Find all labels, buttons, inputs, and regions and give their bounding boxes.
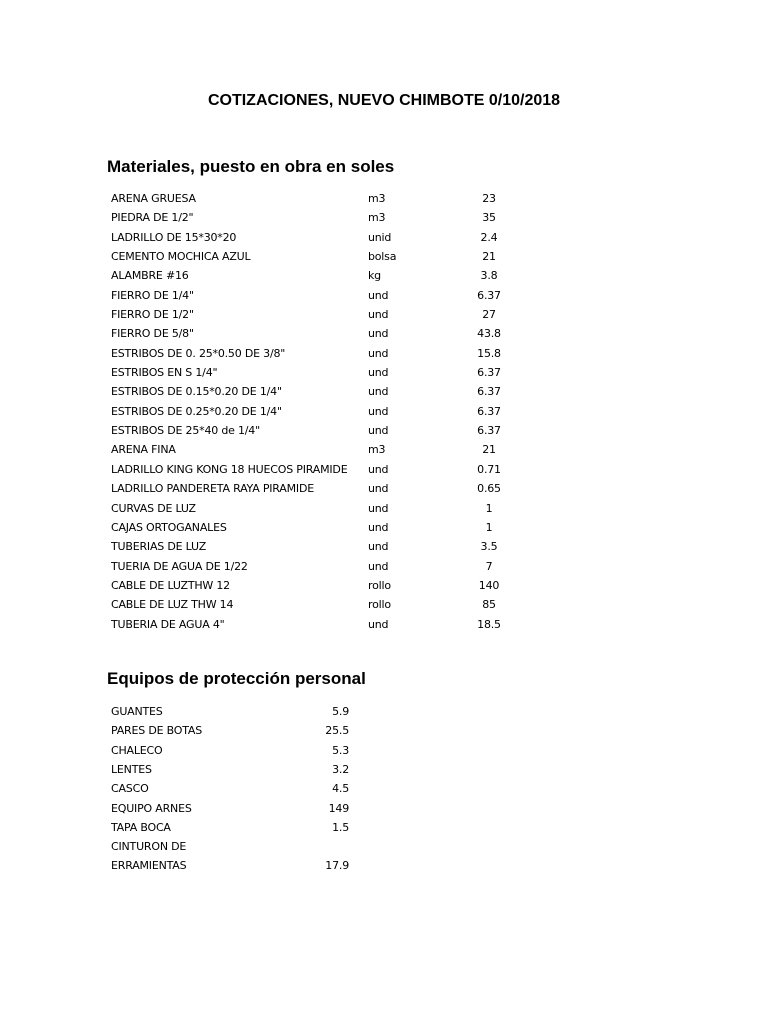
material-name: FIERRO DE 1/4" [111, 288, 194, 302]
material-price: 23 [482, 192, 496, 205]
material-price: 15.8 [477, 346, 501, 360]
material-unit: m3 [368, 443, 386, 457]
material-unit: und [368, 617, 389, 631]
ppe-name: CHALECO [111, 743, 163, 757]
material-price: 21 [482, 443, 496, 457]
material-price: 6.37 [477, 404, 501, 418]
material-name: ESTRIBOS DE 25*40 de 1/4" [111, 424, 260, 438]
material-name: ARENA FINA [111, 443, 176, 457]
material-unit: und [368, 366, 389, 380]
material-name: ESTRIBOS DE 0. 25*0.50 DE 3/8" [111, 346, 286, 360]
material-unit: und [368, 462, 389, 476]
material-unit: bolsa [368, 250, 397, 264]
material-name: TUBERIA DE AGUA 4" [111, 617, 225, 631]
ppe-price: 1.5 [332, 821, 349, 835]
material-unit: und [368, 540, 389, 554]
material-name: LADRILLO KING KONG 18 HUECOS PIRAMIDE [111, 462, 348, 476]
material-name: ESTRIBOS DE 0.15*0.20 DE 1/4" [111, 385, 282, 399]
material-name: FIERRO DE 5/8" [111, 327, 194, 341]
ppe-name: EQUIPO ARNES [111, 801, 192, 815]
material-unit: rollo [368, 578, 391, 592]
material-name: CAJAS ORTOGANALES [111, 520, 227, 534]
material-price: 6.37 [477, 385, 501, 399]
material-unit: und [368, 385, 389, 399]
ppe-name: CASCO [111, 782, 149, 796]
material-unit: und [368, 424, 389, 438]
material-price: 2.4 [480, 230, 498, 244]
material-unit: und [368, 327, 389, 341]
ppe-name: PARES DE BOTAS [111, 724, 203, 738]
ppe-name-line: ERRAMIENTAS [111, 859, 187, 873]
ppe-heading: Equipos de protección personal [107, 669, 366, 688]
ppe-price: 3.2 [332, 763, 349, 777]
ppe-price: 17.9 [325, 859, 349, 873]
ppe-name-line: CINTURON DE [111, 840, 187, 854]
materials-heading: Materiales, puesto en obra en soles [107, 157, 395, 176]
ppe-name: LENTES [111, 763, 152, 777]
material-name: LADRILLO PANDERETA RAYA PIRAMIDE [111, 482, 314, 496]
material-price: 35 [482, 211, 496, 225]
ppe-name [111, 837, 186, 875]
material-price: 6.37 [477, 424, 501, 438]
material-name: ALAMBRE #16 [111, 269, 189, 283]
material-unit: und [368, 482, 389, 496]
material-name: CABLE DE LUZ THW 14 [111, 598, 234, 612]
material-price: 21 [482, 250, 496, 264]
material-unit: und [368, 288, 389, 302]
material-price: 1 [485, 501, 493, 515]
material-price: 3.8 [480, 269, 498, 283]
material-price: 0.71 [477, 462, 501, 476]
material-name: ARENA GRUESA [111, 192, 196, 205]
material-name: PIEDRA DE 1/2" [111, 211, 194, 225]
material-unit: und [368, 404, 389, 418]
material-price: 43.8 [477, 327, 501, 341]
material-name: CEMENTO MOCHICA AZUL [111, 250, 251, 264]
material-price: 140 [478, 578, 500, 592]
material-name: ESTRIBOS EN S 1/4" [111, 366, 218, 380]
ppe-name: GUANTES [111, 705, 163, 718]
material-name: TUERIA DE AGUA DE 1/22 [111, 559, 248, 573]
ppe-price: 5.9 [332, 705, 349, 718]
material-unit: kg [368, 269, 381, 283]
material-name: ESTRIBOS DE 0.25*0.20 DE 1/4" [111, 404, 282, 418]
material-price: 0.65 [477, 482, 501, 496]
material-price: 27 [482, 308, 496, 322]
material-unit: und [368, 501, 389, 515]
ppe-name: TAPA BOCA [111, 821, 171, 835]
material-unit: und [368, 308, 389, 322]
ppe-price: 5.3 [332, 743, 349, 757]
material-unit: m3 [368, 211, 386, 225]
material-name: CABLE DE LUZTHW 12 [111, 578, 230, 592]
material-price: 85 [482, 598, 496, 612]
material-unit: und [368, 559, 389, 573]
ppe-price: 25.5 [325, 724, 349, 738]
material-price: 6.37 [477, 288, 501, 302]
material-unit: rollo [368, 598, 391, 612]
material-price: 7 [485, 559, 493, 573]
material-price: 1 [485, 520, 493, 534]
material-name: LADRILLO DE 15*30*20 [111, 230, 237, 244]
material-name: CURVAS DE LUZ [111, 501, 196, 515]
page-title: COTIZACIONES, NUEVO CHIMBOTE 0/10/2018 [207, 92, 561, 109]
material-unit: und [368, 346, 389, 360]
material-price: 6.37 [477, 366, 501, 380]
material-price: 18.5 [477, 617, 501, 631]
material-price: 3.5 [480, 540, 498, 554]
material-name: TUBERIAS DE LUZ [111, 540, 207, 554]
ppe-price: 4.5 [332, 782, 349, 796]
material-name: FIERRO DE 1/2" [111, 308, 194, 322]
material-unit: und [368, 520, 389, 534]
ppe-price: 149 [328, 801, 349, 815]
material-unit: unid [368, 230, 392, 244]
material-unit: m3 [368, 192, 386, 205]
